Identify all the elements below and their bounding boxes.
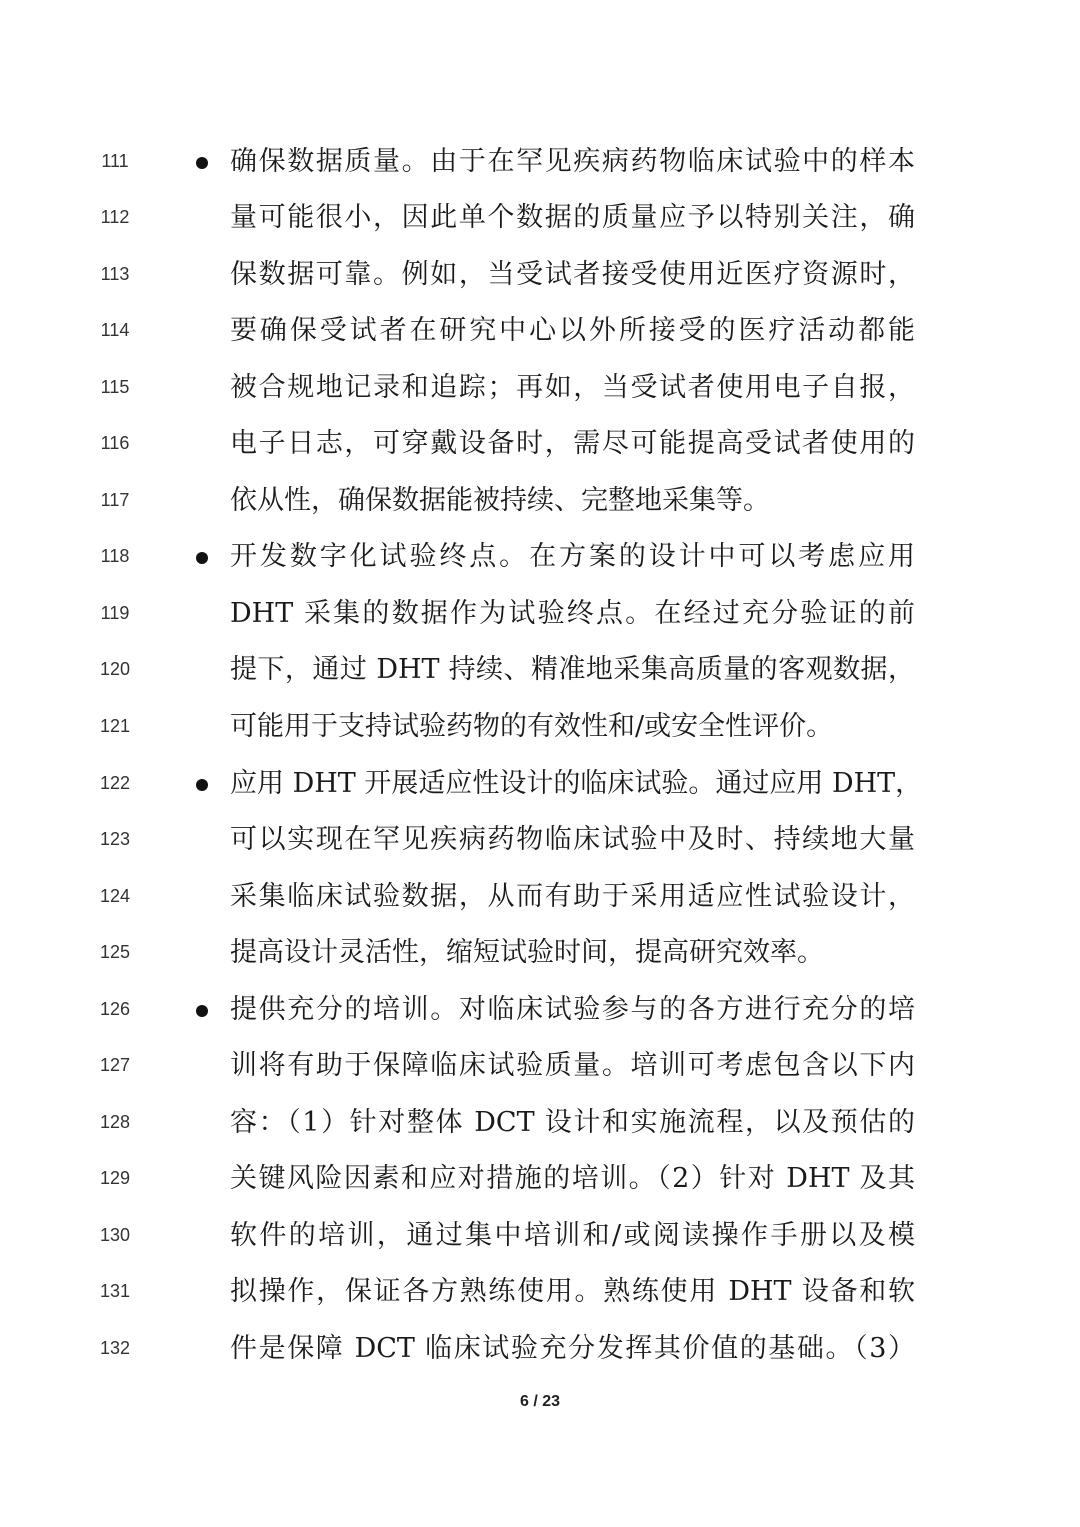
document-line	[0, 142, 1080, 182]
line-text: 应用 DHT 开展适应性设计的临床试验。通过应用 DHT，	[230, 768, 923, 799]
document-line	[0, 368, 1080, 408]
line-number: 119	[100, 603, 130, 623]
line-text: 关键风险因素和应对措施的培训。（2）针对 DHT 及其	[230, 1163, 915, 1194]
document-line	[0, 933, 1080, 973]
line-number: 121	[99, 716, 131, 736]
line-text: 保数据可靠。例如，当受试者接受使用近医疗资源时，	[230, 259, 915, 290]
document-line	[0, 424, 1080, 464]
line-number: 125	[99, 942, 131, 962]
line-text: 提供充分的培训。对临床试验参与的各方进行充分的培	[230, 994, 915, 1025]
line-text: 依从性，确保数据能被持续、完整地采集等。	[230, 485, 770, 516]
line-text: DHT 采集的数据作为试验终点。在经过充分验证的前	[230, 598, 915, 629]
document-line	[0, 1216, 1080, 1256]
document-line	[0, 537, 1080, 577]
document-line	[0, 481, 1080, 521]
line-text: 容：（1）针对整体 DCT 设计和实施流程，以及预估的	[230, 1107, 915, 1138]
line-text: 被合规地记录和追踪；再如，当受试者使用电子自报，	[230, 372, 915, 403]
line-number: 126	[99, 999, 131, 1019]
line-number: 123	[99, 829, 131, 849]
line-text: 软件的培训，通过集中培训和/或阅读操作手册以及模	[230, 1220, 915, 1251]
line-number: 127	[99, 1055, 131, 1075]
line-number: 118	[100, 546, 130, 566]
line-number: 132	[99, 1338, 131, 1358]
bullet-icon	[196, 552, 208, 564]
document-line	[0, 1103, 1080, 1143]
line-number: 124	[99, 886, 131, 906]
document-line	[0, 594, 1080, 634]
bullet-icon	[196, 779, 208, 791]
line-text: 提高设计灵活性，缩短试验时间，提高研究效率。	[230, 937, 824, 968]
line-number: 131	[99, 1281, 131, 1301]
line-text: 要确保受试者在研究中心以外所接受的医疗活动都能	[230, 315, 915, 346]
document-line	[0, 650, 1080, 690]
page-indicator: 6 / 23	[519, 1393, 561, 1410]
document-line	[0, 820, 1080, 860]
document-line	[0, 990, 1080, 1030]
line-text: 电子日志，可穿戴设备时，需尽可能提高受试者使用的	[230, 428, 915, 459]
document-line	[0, 1329, 1080, 1369]
bullet-icon	[196, 157, 208, 169]
document-line	[0, 1159, 1080, 1199]
line-number: 122	[99, 773, 131, 793]
line-number: 120	[99, 659, 131, 679]
line-number: 114	[100, 320, 130, 340]
line-number: 111	[101, 151, 129, 171]
document-line	[0, 1272, 1080, 1312]
line-text: 可能用于支持试验药物的有效性和/或安全性评价。	[230, 711, 834, 742]
line-number: 130	[99, 1225, 131, 1245]
document-line	[0, 311, 1080, 351]
line-text: 确保数据质量。由于在罕见疾病药物临床试验中的样本	[230, 146, 915, 177]
line-number: 116	[100, 433, 130, 453]
line-number: 129	[99, 1168, 131, 1188]
line-text: 提下，通过 DHT 持续、精准地采集高质量的客观数据，	[230, 654, 915, 685]
document-line	[0, 255, 1080, 295]
line-text: 可以实现在罕见疾病药物临床试验中及时、持续地大量	[230, 824, 915, 855]
document-line	[0, 707, 1080, 747]
line-number: 113	[100, 264, 130, 284]
line-text: 量可能很小，因此单个数据的质量应予以特别关注，确	[230, 202, 915, 233]
line-number: 115	[100, 377, 130, 397]
line-text: 件是保障 DCT 临床试验充分发挥其价值的基础。（3）	[230, 1333, 915, 1364]
line-number: 117	[100, 490, 130, 510]
line-text: 训将有助于保障临床试验质量。培训可考虑包含以下内	[230, 1050, 915, 1081]
bullet-icon	[196, 1005, 208, 1017]
line-text: 拟操作，保证各方熟练使用。熟练使用 DHT 设备和软	[230, 1276, 915, 1307]
document-line	[0, 764, 1080, 804]
line-text: 采集临床试验数据，从而有助于采用适应性试验设计，	[230, 881, 915, 912]
line-number: 112	[100, 207, 130, 227]
document-line	[0, 1046, 1080, 1086]
document-line	[0, 877, 1080, 917]
line-text: 开发数字化试验终点。在方案的设计中可以考虑应用	[230, 541, 915, 572]
line-number: 128	[99, 1112, 131, 1132]
document-line	[0, 198, 1080, 238]
